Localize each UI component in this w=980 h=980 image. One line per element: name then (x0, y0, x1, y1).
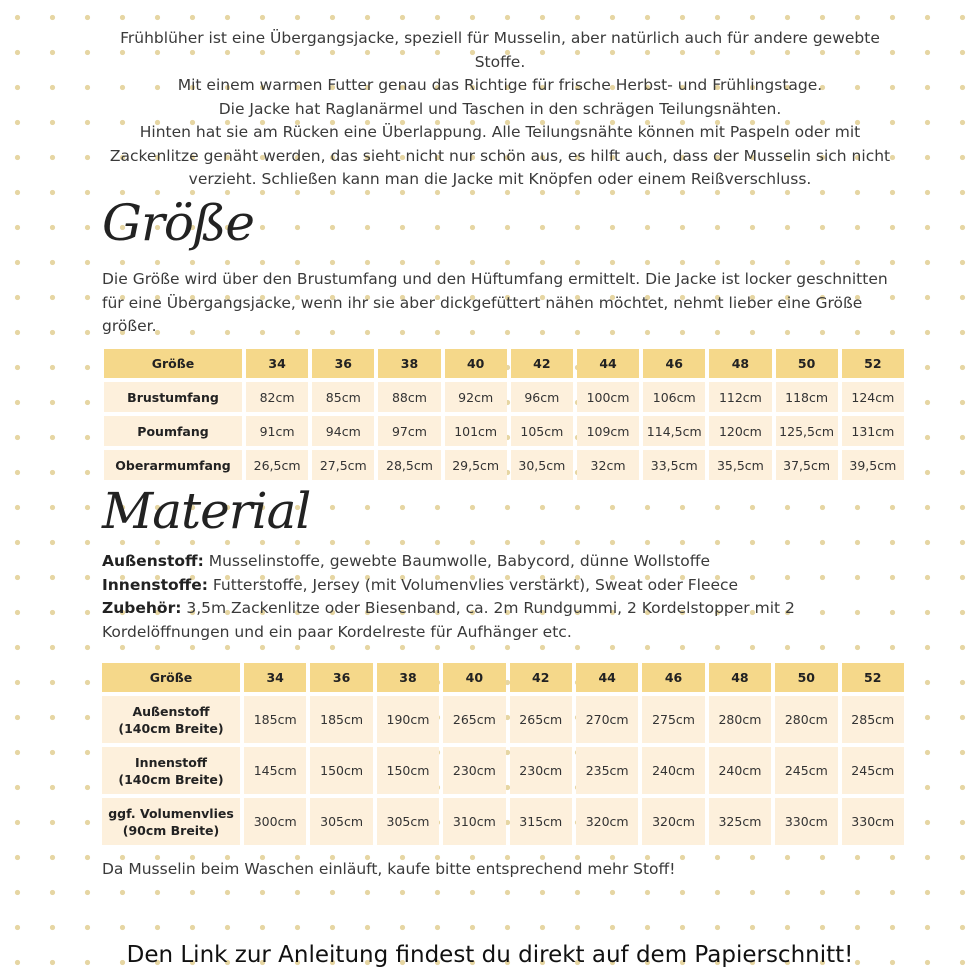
material-table-header-cell: 38 (377, 663, 439, 692)
size-table-header-cell: 46 (643, 349, 705, 378)
size-table-header-cell: 48 (709, 349, 771, 378)
table-cell: 33,5cm (643, 450, 705, 480)
material-table-header-cell: 42 (510, 663, 572, 692)
table-cell: 30,5cm (511, 450, 573, 480)
size-heading: Größe (102, 194, 254, 252)
table-cell: 88cm (378, 382, 440, 412)
table-cell: 124cm (842, 382, 904, 412)
table-cell: 105cm (511, 416, 573, 446)
table-cell: 150cm (377, 747, 439, 794)
row-label-sub: (140cm Breite) (118, 771, 224, 787)
row-label-main: ggf. Volumenvlies (108, 805, 234, 821)
material-table-header-cell: 48 (709, 663, 771, 692)
material-table-header-cell: Größe (102, 663, 240, 692)
table-cell: 101cm (445, 416, 507, 446)
material-item-text: 3,5m Zackenlitze oder Biesenband, ca. 2m Rundgummi, 2 Kordelstopper mit 2 Kordelöffnungen und ein paar Kordelreste für Aufhänger etc. (102, 599, 795, 641)
table-cell: 265cm (510, 696, 572, 743)
table-cell: 235cm (576, 747, 638, 794)
table-cell: 330cm (842, 798, 904, 845)
size-table-header-cell: 36 (312, 349, 374, 378)
table-cell: 35,5cm (709, 450, 771, 480)
table-cell: 245cm (842, 747, 904, 794)
row-label: Oberarmumfang (104, 450, 242, 480)
table-row (102, 696, 904, 743)
table-cell: 315cm (510, 798, 572, 845)
table-cell: 82cm (246, 382, 308, 412)
table-cell: 100cm (577, 382, 639, 412)
material-table-header-cell: 34 (244, 663, 306, 692)
row-label (102, 696, 240, 743)
table-cell: 27,5cm (312, 450, 374, 480)
size-table-header-cell: 52 (842, 349, 904, 378)
material-item (102, 597, 892, 644)
footer-note: Den Link zur Anleitung findest du direkt auf dem Papierschnitt! (126, 942, 854, 968)
row-label-sub: (140cm Breite) (118, 720, 224, 736)
table-cell: 280cm (775, 696, 837, 743)
intro-text (100, 27, 900, 192)
material-item-label: Zubehör: (102, 599, 182, 617)
table-cell: 37,5cm (776, 450, 838, 480)
table-cell: 91cm (246, 416, 308, 446)
material-item-text: Musselinstoffe, gewebte Baumwolle, Babycord, dünne Wollstoffe (203, 552, 710, 570)
table-cell: 240cm (709, 747, 771, 794)
table-cell: 245cm (775, 747, 837, 794)
material-table-header-cell: 52 (842, 663, 904, 692)
table-row (102, 747, 904, 794)
table-cell: 185cm (244, 696, 306, 743)
size-table-header-cell: 40 (445, 349, 507, 378)
table-cell: 270cm (576, 696, 638, 743)
table-cell: 330cm (775, 798, 837, 845)
size-table-header (104, 349, 904, 378)
material-table-header-cell: 40 (443, 663, 505, 692)
shrink-note: Da Musselin beim Waschen einläuft, kaufe bitte entsprechend mehr Stoff! (102, 860, 676, 878)
size-table-header-cell: 42 (511, 349, 573, 378)
size-table-header-cell: 38 (378, 349, 440, 378)
table-cell: 106cm (643, 382, 705, 412)
table-cell: 112cm (709, 382, 771, 412)
table-row (104, 382, 904, 412)
row-label: Brustumfang (104, 382, 242, 412)
table-cell: 285cm (842, 696, 904, 743)
table-cell: 97cm (378, 416, 440, 446)
material-table-header-cell: 50 (775, 663, 837, 692)
size-table-header-cell: 50 (776, 349, 838, 378)
size-table-header-cell: Größe (104, 349, 242, 378)
table-cell: 320cm (642, 798, 704, 845)
table-cell: 29,5cm (445, 450, 507, 480)
table-cell: 230cm (510, 747, 572, 794)
table-cell: 118cm (776, 382, 838, 412)
material-item-label: Innenstoffe: (102, 575, 208, 594)
table-cell: 305cm (310, 798, 372, 845)
intro-line-3: Die Jacke hat Raglanärmel und Taschen in den schrägen Teilungsnähten. (218, 99, 782, 118)
table-cell: 265cm (443, 696, 505, 743)
table-cell: 275cm (642, 696, 704, 743)
table-cell: 125,5cm (776, 416, 838, 446)
table-cell: 32cm (577, 450, 639, 480)
intro-line-1: Frühblüher ist eine Übergangsjacke, speziell für Musselin, aber natürlich auch für andere gewebte Stoffe. (120, 29, 880, 71)
table-cell: 310cm (443, 798, 505, 845)
material-heading: Material (102, 482, 311, 540)
table-cell: 300cm (244, 798, 306, 845)
material-item (102, 550, 892, 574)
intro-line-4: Hinten hat sie am Rücken eine Überlappung. Alle Teilungsnähte können mit Paspeln oder mit Zackenlitze genäht werden, das sieht nicht nur schön aus, es hilft auch, dass der Musselin sich nicht verzieht. Schließen kann man die Jacke mit Knöpfen oder einem Reißverschluss. (109, 123, 891, 188)
table-cell: 230cm (443, 747, 505, 794)
row-label (102, 747, 240, 794)
size-description: Die Größe wird über den Brustumfang und den Hüftumfang ermittelt. Die Jacke ist locker geschnitten für eine Übergangsjacke, wenn ihr sie aber dickgefüttert nähen möchtet, nehmt lieber eine Größe größer. (102, 270, 888, 335)
table-row (104, 416, 904, 446)
size-table (100, 345, 908, 484)
table-cell: 26,5cm (246, 450, 308, 480)
row-label (102, 798, 240, 845)
material-item (102, 574, 892, 598)
row-label-main: Innenstoff (135, 754, 207, 770)
table-cell: 120cm (709, 416, 771, 446)
material-table-header-cell: 36 (310, 663, 372, 692)
intro-line-2: Mit einem warmen Futter genau das Richtige für frische Herbst- und Frühlingstage. (177, 76, 823, 94)
table-cell: 96cm (511, 382, 573, 412)
table-cell: 114,5cm (643, 416, 705, 446)
table-cell: 185cm (310, 696, 372, 743)
size-table-header-cell: 34 (246, 349, 308, 378)
material-table-header (102, 663, 904, 692)
table-cell: 28,5cm (378, 450, 440, 480)
table-cell: 145cm (244, 747, 306, 794)
table-cell: 39,5cm (842, 450, 904, 480)
material-table (98, 659, 908, 849)
material-table-header-cell: 46 (642, 663, 704, 692)
table-cell: 305cm (377, 798, 439, 845)
size-table-header-cell: 44 (577, 349, 639, 378)
material-item-label: Außenstoff: (102, 552, 204, 570)
table-cell: 190cm (377, 696, 439, 743)
row-label-main: Außenstoff (132, 703, 210, 719)
table-cell: 150cm (310, 747, 372, 794)
table-cell: 94cm (312, 416, 374, 446)
row-label: Poumfang (104, 416, 242, 446)
material-item-text: Futterstoffe, Jersey (mit Volumenvlies verstärkt), Sweat oder Fleece (207, 575, 739, 594)
table-cell: 240cm (642, 747, 704, 794)
material-table-header-cell: 44 (576, 663, 638, 692)
row-label-sub: (90cm Breite) (122, 822, 220, 838)
table-cell: 85cm (312, 382, 374, 412)
table-cell: 280cm (709, 696, 771, 743)
table-cell: 320cm (576, 798, 638, 845)
table-cell: 109cm (577, 416, 639, 446)
table-row (102, 798, 904, 845)
table-cell: 325cm (709, 798, 771, 845)
material-list (102, 550, 892, 644)
table-row (104, 450, 904, 480)
table-cell: 92cm (445, 382, 507, 412)
table-cell: 131cm (842, 416, 904, 446)
